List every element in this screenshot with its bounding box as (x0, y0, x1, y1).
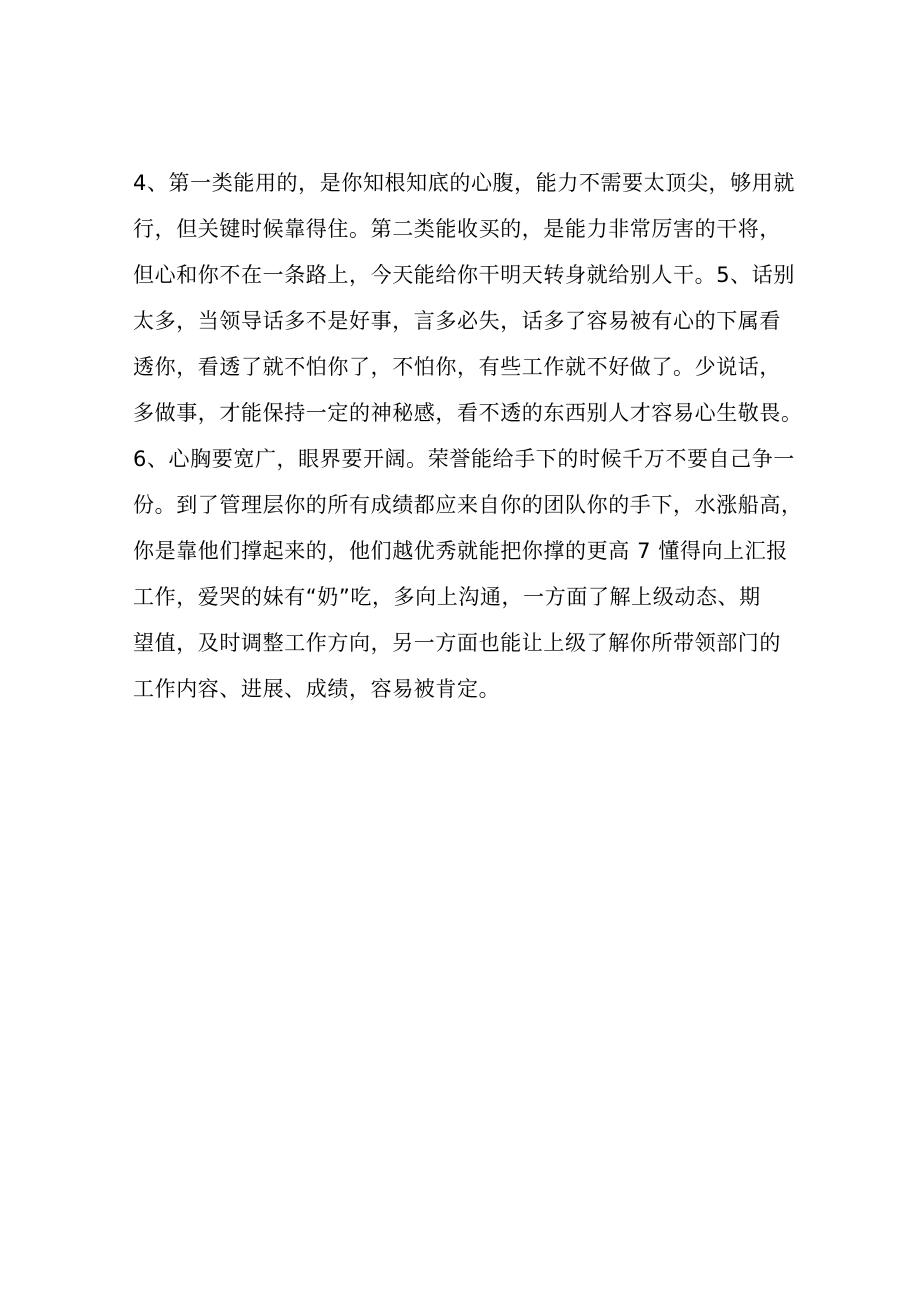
text-line: 但心和你不在一条路上，今天能给你干明天转身就给别人干。5、话别 (133, 263, 795, 287)
text-line: 6、心胸要宽广，眼界要开阔。荣誉能给手下的时候千万不要自己争一 (133, 447, 795, 471)
text-line: 你是靠他们撑起来的，他们越优秀就能把你撑的更高 7 懂得向上汇报 (133, 539, 788, 563)
text-line: 太多，当领导话多不是好事，言多必失，话多了容易被有心的下属看 (133, 309, 781, 333)
text-line: 望值，及时调整工作方向，另一方面也能让上级了解你所带领部门的 (133, 631, 781, 655)
text-line: 工作，爱哭的妹有“奶”吃，多向上沟通，一方面了解上级动态、期 (133, 585, 761, 609)
text-line: 4、第一类能用的，是你知根知底的心腹，能力不需要太顶尖，够用就 (133, 171, 795, 195)
body-text (133, 160, 833, 712)
text-line: 透你，看透了就不怕你了，不怕你，有些工作就不好做了。少说话， (133, 355, 781, 379)
text-line: 多做事，才能保持一定的神秘感，看不透的东西别人才容易心生敬畏。 (133, 401, 803, 425)
text-line: 工作内容、进展、成绩，容易被肯定。 (133, 677, 501, 701)
text-line: 行，但关键时候靠得住。第二类能收买的，是能力非常厉害的干将， (133, 217, 781, 241)
text-line: 份。到了管理层你的所有成绩都应来自你的团队你的手下，水涨船高， (133, 493, 803, 517)
